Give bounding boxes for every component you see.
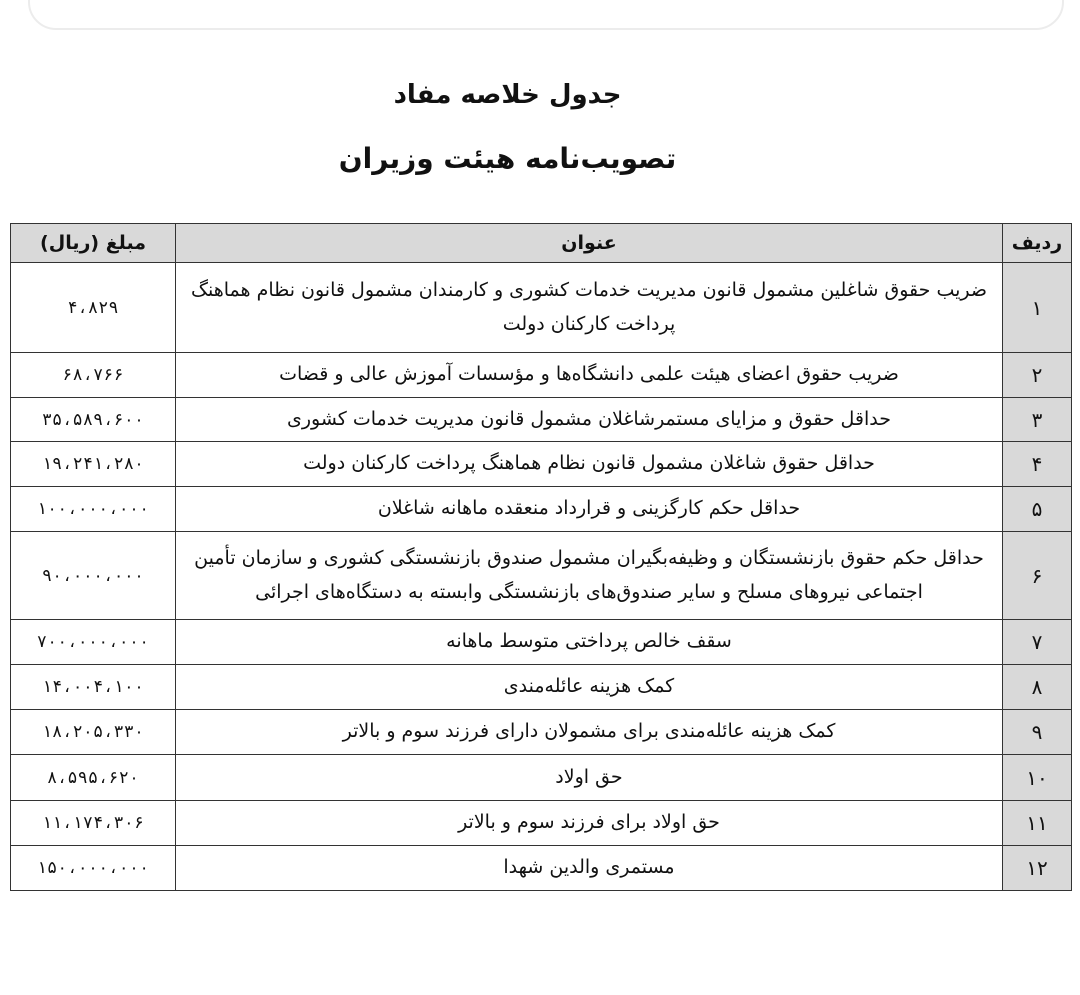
row-number-cell: ۱۲	[1003, 846, 1072, 891]
page-subtitle: تصویب‌نامه هیئت وزیران	[338, 142, 677, 175]
row-amount-cell: ۳۵،۵۸۹،۶۰۰	[11, 398, 176, 442]
row-amount-cell: ۱۵۰،۰۰۰،۰۰۰	[11, 846, 176, 891]
summary-table	[10, 223, 1072, 891]
row-amount-cell: ۷۰۰،۰۰۰،۰۰۰	[11, 620, 176, 665]
row-title-cell: حداقل حکم حقوق بازنشستگان و وظیفه‌بگیران مشمول صندوق بازنشستگی کشوری و سازمان تأمین اجتماعی نیروهای مسلح و سایر صندوق‌های بازنشستگی وابسته به دستگاه‌های اجرائی	[176, 532, 1003, 620]
row-amount-cell: ۱۴،۰۰۴،۱۰۰	[11, 665, 176, 710]
row-number-cell: ۵	[1003, 487, 1072, 532]
table-row	[11, 846, 1072, 891]
row-amount-cell: ۱۰۰،۰۰۰،۰۰۰	[11, 487, 176, 532]
row-title-cell: سقف خالص پرداختی متوسط ماهانه	[176, 620, 1003, 665]
row-title-cell: ضریب حقوق شاغلین مشمول قانون مدیریت خدمات کشوری و کارمندان مشمول قانون نظام هماهنگ پرداخت کارکنان دولت	[176, 263, 1003, 353]
row-number-cell: ۱۰	[1003, 755, 1072, 801]
table-row	[11, 620, 1072, 665]
row-number-cell: ۱۱	[1003, 801, 1072, 846]
row-title-cell: کمک هزینه عائله‌مندی برای مشمولان دارای فرزند سوم و بالاتر	[176, 710, 1003, 755]
column-header-amount: مبلغ (ریال)	[11, 224, 176, 263]
row-number-cell: ۹	[1003, 710, 1072, 755]
row-amount-cell: ۱۹،۲۴۱،۲۸۰	[11, 442, 176, 487]
row-amount-cell: ۱۸،۲۰۵،۳۳۰	[11, 710, 176, 755]
row-title-cell: حداقل حکم کارگزینی و قرارداد منعقده ماهانه شاغلان	[176, 487, 1003, 532]
table-row	[11, 801, 1072, 846]
row-number-cell: ۲	[1003, 353, 1072, 398]
card-top-edge	[28, 0, 1064, 30]
row-title-cell: حداقل حقوق شاغلان مشمول قانون نظام هماهنگ پرداخت کارکنان دولت	[176, 442, 1003, 487]
table-row	[11, 532, 1072, 620]
row-amount-cell: ۱۱،۱۷۴،۳۰۶	[11, 801, 176, 846]
row-title-cell: حداقل حقوق و مزایای مستمرشاغلان مشمول قانون مدیریت خدمات کشوری	[176, 398, 1003, 442]
column-header-row-number: ردیف	[1003, 224, 1072, 263]
row-title-cell: مستمری والدین شهدا	[176, 846, 1003, 891]
table-row	[11, 710, 1072, 755]
row-title-cell: حق اولاد برای فرزند سوم و بالاتر	[176, 801, 1003, 846]
page-title: جدول خلاصه مفاد	[393, 80, 622, 110]
row-amount-cell: ۶۸،۷۶۶	[11, 353, 176, 398]
table-row	[11, 755, 1072, 801]
row-number-cell: ۸	[1003, 665, 1072, 710]
row-number-cell: ۳	[1003, 398, 1072, 442]
row-number-cell: ۴	[1003, 442, 1072, 487]
row-number-cell: ۱	[1003, 263, 1072, 353]
table-row	[11, 353, 1072, 398]
row-amount-cell: ۸،۵۹۵،۶۲۰	[11, 755, 176, 801]
column-header-title: عنوان	[176, 224, 1003, 263]
table-row	[11, 442, 1072, 487]
row-number-cell: ۷	[1003, 620, 1072, 665]
row-amount-cell: ۴،۸۲۹	[11, 263, 176, 353]
row-title-cell: ضریب حقوق اعضای هیئت علمی دانشگاه‌ها و مؤسسات آموزش عالی و قضات	[176, 353, 1003, 398]
row-title-cell: حق اولاد	[176, 755, 1003, 801]
row-title-cell: کمک هزینه عائله‌مندی	[176, 665, 1003, 710]
table-header-row	[11, 224, 1072, 263]
row-number-cell: ۶	[1003, 532, 1072, 620]
table-row	[11, 398, 1072, 442]
table-row	[11, 665, 1072, 710]
table-row	[11, 487, 1072, 532]
row-amount-cell: ۹۰،۰۰۰،۰۰۰	[11, 532, 176, 620]
table-row	[11, 263, 1072, 353]
